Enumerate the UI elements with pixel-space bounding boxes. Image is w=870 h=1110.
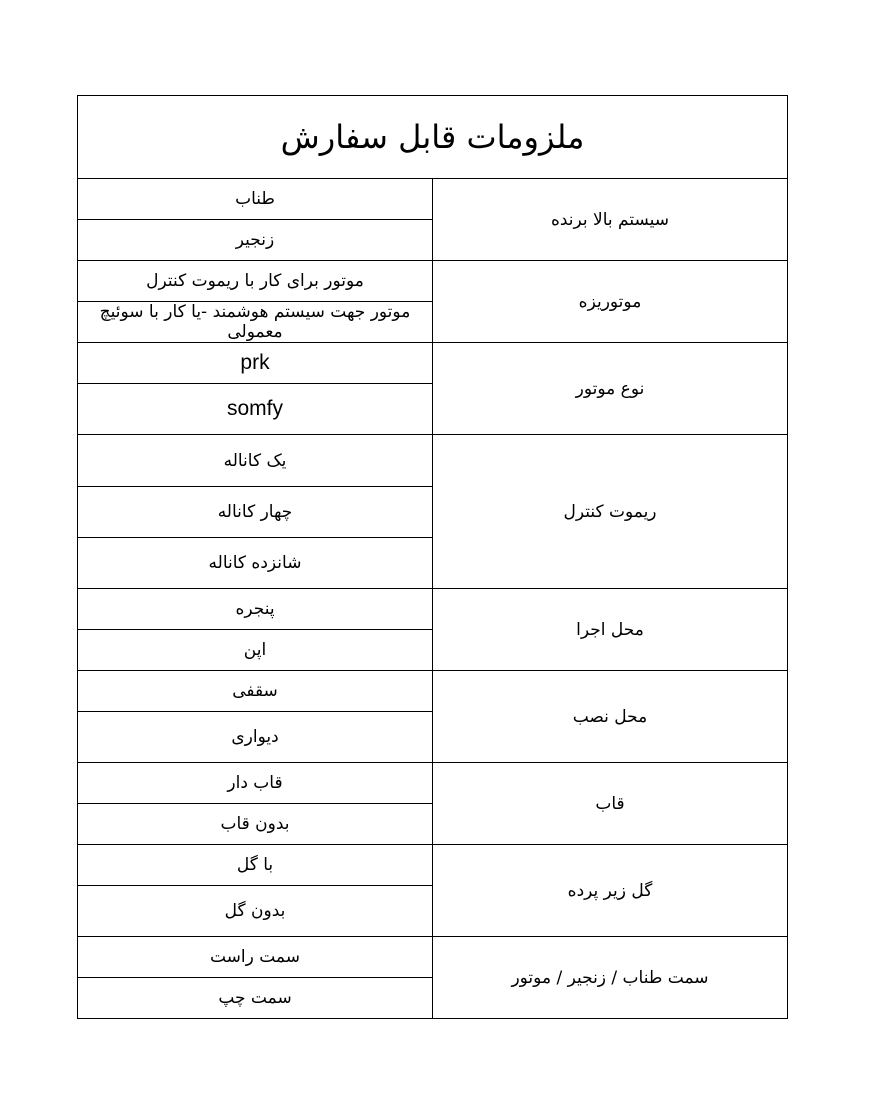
category-cell: محل اجرا: [433, 589, 788, 671]
option-cell: prk: [78, 343, 433, 384]
table-row: [78, 845, 788, 886]
category-cell: قاب: [433, 763, 788, 845]
page-title: ملزومات قابل سفارش: [78, 96, 788, 179]
option-cell: پنجره: [78, 589, 433, 630]
option-cell: بدون گل: [78, 886, 433, 937]
table-row: [78, 261, 788, 302]
option-cell: چهار کاناله: [78, 487, 433, 538]
option-cell: بدون قاب: [78, 804, 433, 845]
option-cell: سمت راست: [78, 937, 433, 978]
option-cell: زنجیر: [78, 220, 433, 261]
option-cell: با گل: [78, 845, 433, 886]
category-cell: ریموت کنترل: [433, 435, 788, 589]
table-row: [78, 435, 788, 487]
option-cell: شانزده کاناله: [78, 538, 433, 589]
order-accessories-table: [77, 95, 788, 1019]
table-row: [78, 589, 788, 630]
option-cell: موتور جهت سیستم هوشمند -یا کار با سوئیچ معمولی: [78, 302, 433, 343]
option-cell: قاب دار: [78, 763, 433, 804]
table-row: [78, 179, 788, 220]
category-cell: سیستم بالا برنده: [433, 179, 788, 261]
category-cell: محل نصب: [433, 671, 788, 763]
option-cell: دیواری: [78, 712, 433, 763]
option-cell: somfy: [78, 384, 433, 435]
option-cell: موتور برای کار با ریموت کنترل: [78, 261, 433, 302]
option-cell: طناب: [78, 179, 433, 220]
table-row: [78, 671, 788, 712]
category-cell: موتوریزه: [433, 261, 788, 343]
option-cell: یک کاناله: [78, 435, 433, 487]
category-cell: گل زیر پرده: [433, 845, 788, 937]
option-cell: سقفی: [78, 671, 433, 712]
table-row: [78, 937, 788, 978]
title-row: [78, 96, 788, 179]
table-row: [78, 343, 788, 384]
option-cell: سمت چپ: [78, 978, 433, 1019]
category-cell: سمت طناب / زنجیر / موتور: [433, 937, 788, 1019]
category-cell: نوع موتور: [433, 343, 788, 435]
table-row: [78, 763, 788, 804]
option-cell: اپن: [78, 630, 433, 671]
